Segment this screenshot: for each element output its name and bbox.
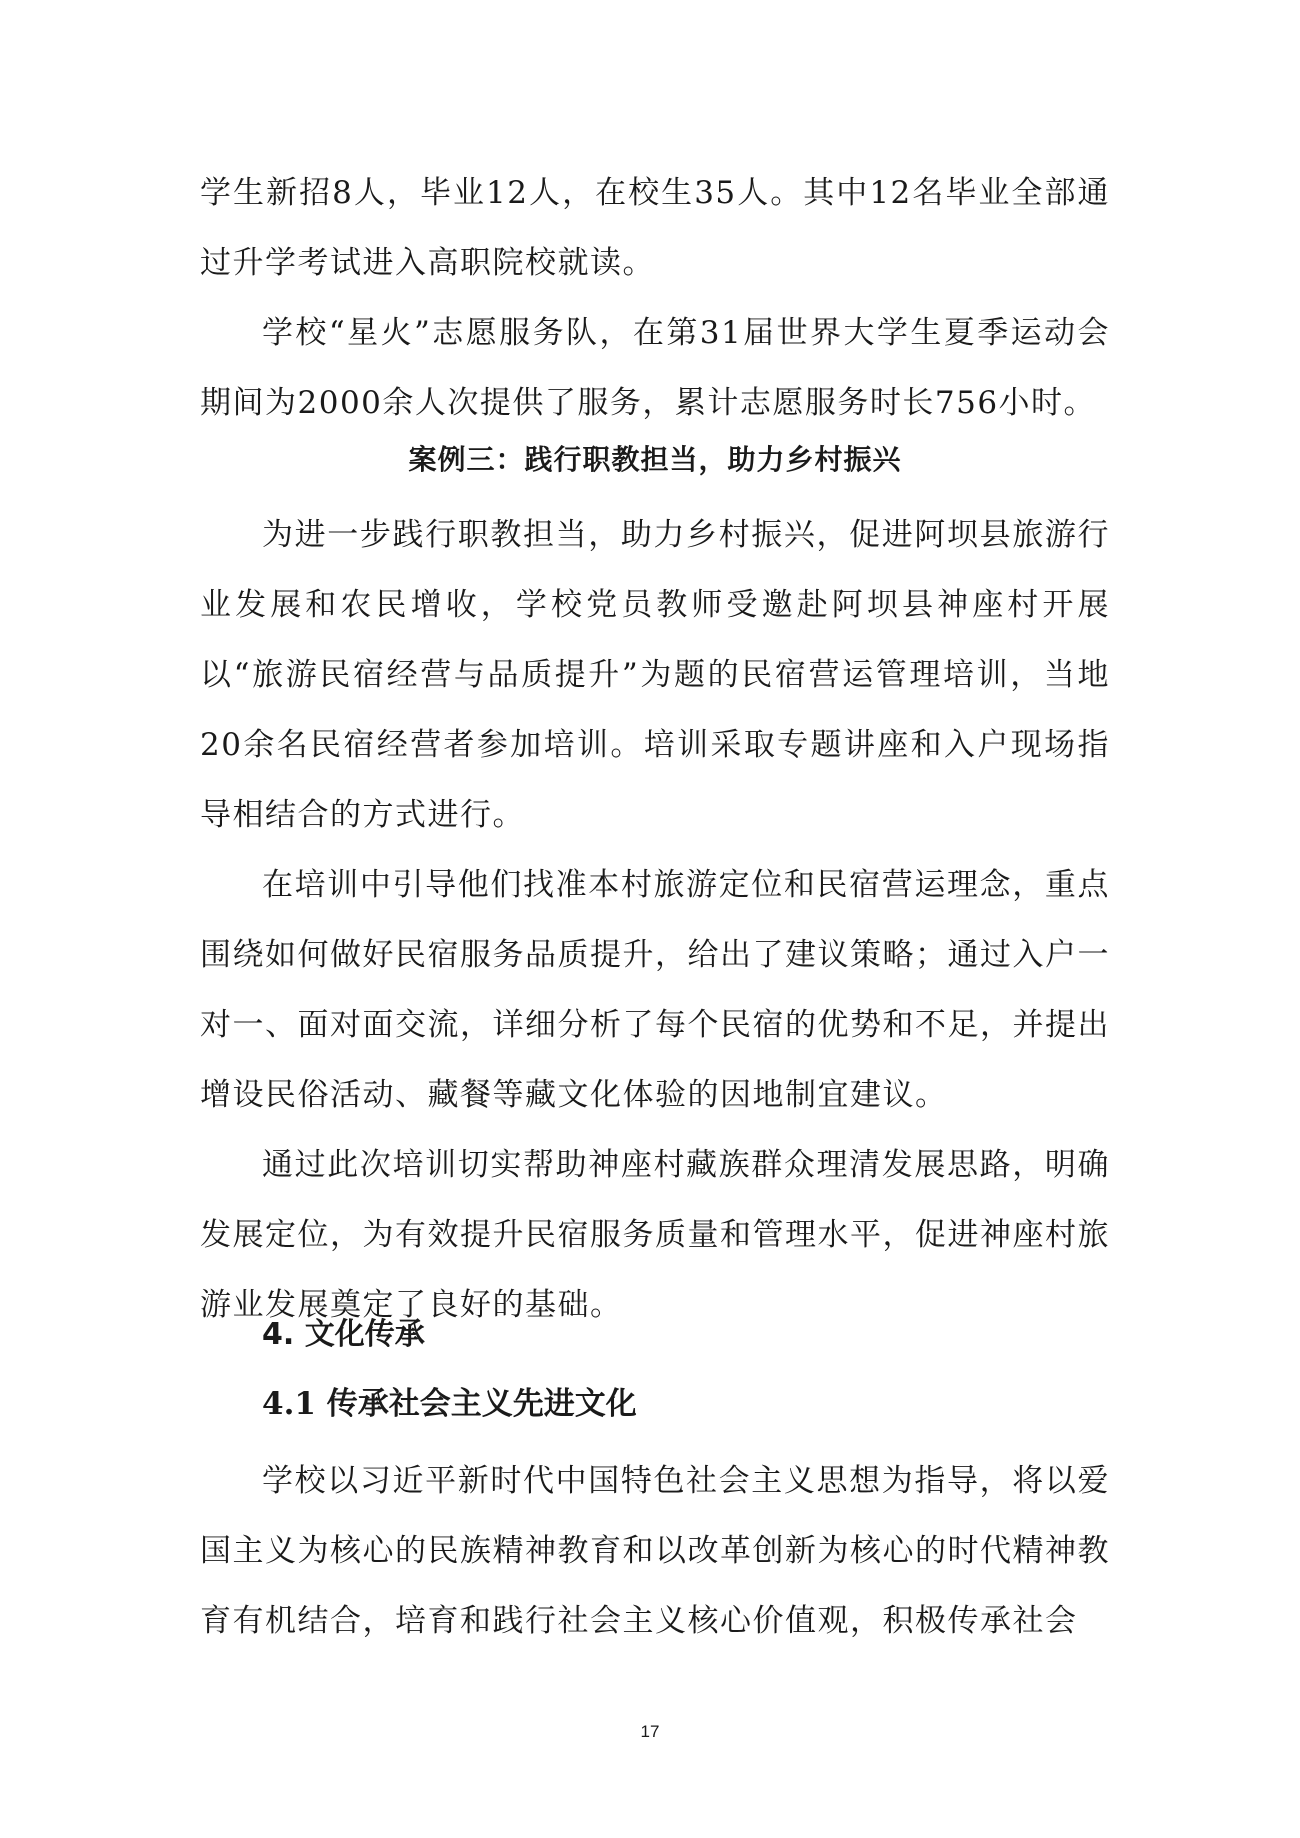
page-number: 17 xyxy=(640,1722,660,1741)
case-paragraph-training: 在培训中引导他们找准本村旅游定位和民宿营运理念，重点围绕如何做好民宿服务品质提升，给出了建议策略；通过入户一对一、面对面交流，详细分析了每个民宿的优势和不足，并提出增设民俗活动、藏餐等藏文化体验的因地制宜建议。 xyxy=(200,867,1110,1113)
paragraph-enrollment: 学生新招8人，毕业12人，在校生35人。其中12名毕业全部通过升学考试进入高职院校就读。 xyxy=(200,175,1110,281)
section-heading: 4. 文化传承 xyxy=(262,1317,425,1352)
section-paragraph-group xyxy=(200,1446,1110,1656)
case-paragraph-intro: 为进一步践行职教担当，助力乡村振兴，促进阿坝县旅游行业发展和农民增收，学校党员教师受邀赴阿坝县神座村开展以“旅游民宿经营与品质提升”为题的民宿营运管理培训，当地20余名民宿经营者参加培训。培训采取专题讲座和入户现场指导相结合的方式进行。 xyxy=(200,517,1110,833)
subsection-heading: 4.1 传承社会主义先进文化 xyxy=(262,1386,637,1422)
case-title: 案例三：践行职教担当，助力乡村振兴 xyxy=(408,443,902,476)
paragraph-volunteer: 学校“星火”志愿服务队，在第31届世界大学生夏季运动会期间为2000余人次提供了服务，累计志愿服务时长756小时。 xyxy=(200,315,1110,421)
case-paragraph-group xyxy=(200,500,1110,1340)
section-paragraph: 学校以习近平新时代中国特色社会主义思想为指导，将以爱国主义为核心的民族精神教育和以改革创新为核心的时代精神教育有机结合，培育和践行社会主义核心价值观，积极传承社会 xyxy=(200,1463,1110,1639)
paragraph-group-top xyxy=(200,158,1110,438)
case-paragraph-result: 通过此次培训切实帮助神座村藏族群众理清发展思路，明确发展定位，为有效提升民宿服务质量和管理水平，促进神座村旅游业发展奠定了良好的基础。 xyxy=(200,1147,1110,1323)
